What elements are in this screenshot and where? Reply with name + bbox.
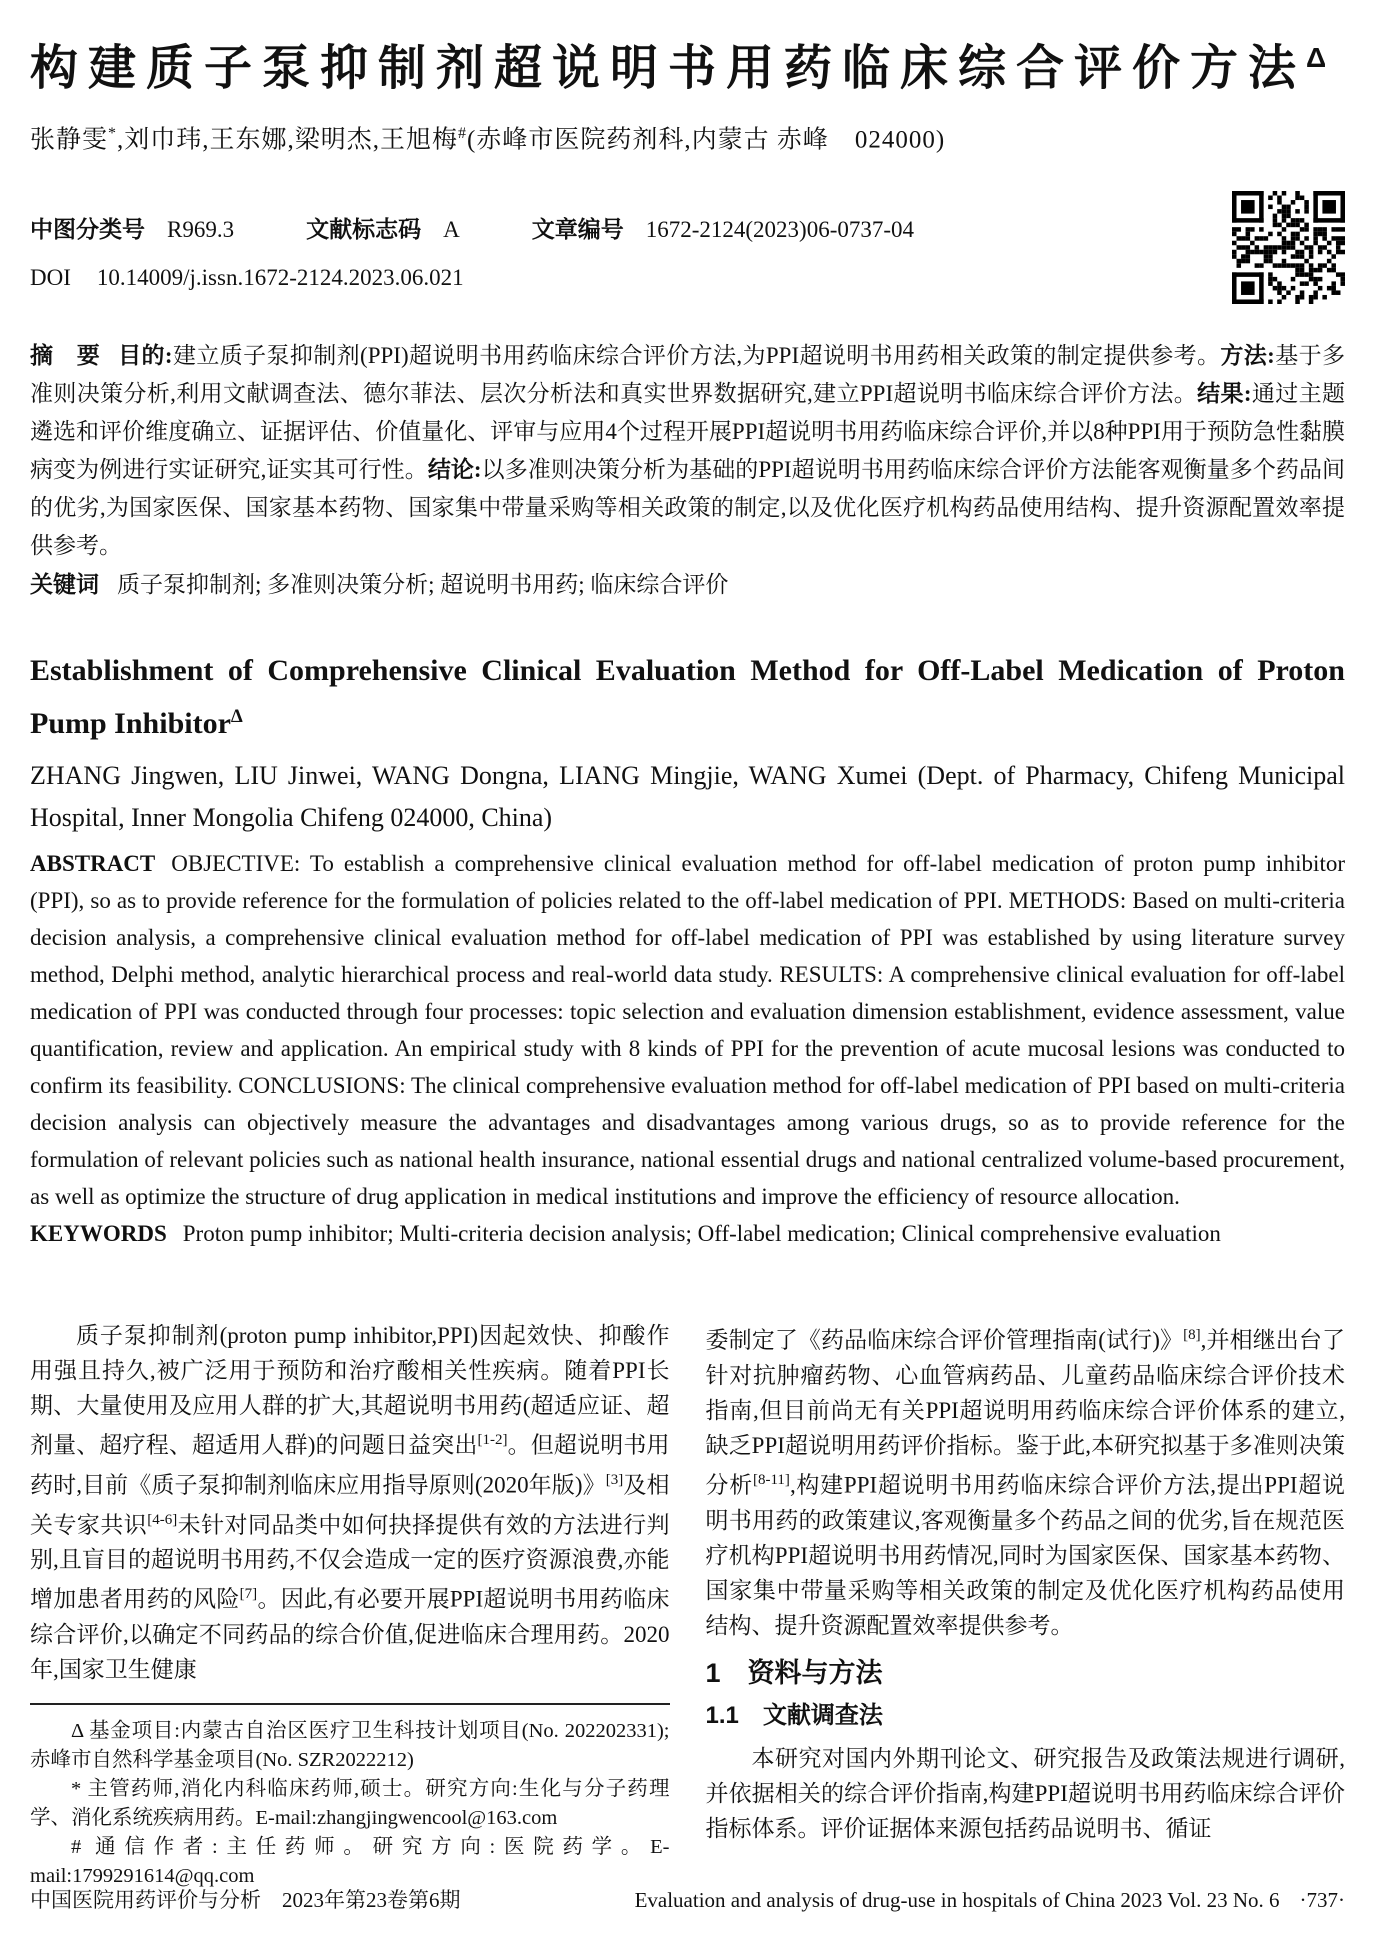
footer-journal-en: Evaluation and analysis of drug-use in hospitals of China 2023 Vol. 23 No. 6 xyxy=(634,1888,1280,1912)
page-footer xyxy=(30,1884,1345,1914)
footnote-funding: Δ 基金项目:内蒙古自治区医疗卫生科技计划项目(No. 202202331);赤峰市自然科学基金项目(No. SZR2022212) xyxy=(30,1719,670,1771)
abstract-en-body: OBJECTIVE: To establish a comprehensive clinical evaluation method for off-label medication of proton pump inhibitor (PPI), so as to provide reference for the formulation of policies related to the off-label medication of PPI. METHODS: Based on multi-criteria decision analysis, a comprehensive clinical evaluation method for off-label medication of PPI was established by using literature survey method, Delphi method, analytic hierarchical process and real-world data study. RESULTS: A comprehensive clinical evaluation for off-label medication of PPI was conducted through four processes: topic selection and evaluation dimension establishment, evidence assessment, value quantification, review and application. An empirical study with 8 kinds of PPI for the prevention of acute mucosal lesions was conducted to confirm its feasibility. CONCLUSIONS: The clinical comprehensive evaluation method for off-label medication of PPI based on multi-criteria decision analysis can objectively measure the advantages and disadvantages among various drugs, so as to provide reference for the formulation of relevant policies such as national health insurance, national essential drugs and national centralized volume-based procurement, as well as optimize the structure of drug application in medical institutions and improve the efficiency of resource allocation. xyxy=(30,851,1345,1210)
keywords-en xyxy=(30,1215,1345,1252)
intro-paragraph-continued: 委制定了《药品临床综合评价管理指南(试行)》[8],并相继出台了针对抗肿瘤药物、心血管病药品、儿童药品临床综合评价技术指南,但目前尚无有关PPI超说明用药临床综合评价体系的建立,缺乏PPI超说明用药评价指标。鉴于此,本研究拟基于多准则决策分析[8-11],构建PPI超说明书用药临床综合评价方法,提出PPI超说明书用药的政策建议,客观衡量多个药品之间的优劣,旨在规范医疗机构PPI超说明书用药情况,同时为国家医保、国家基本药物、国家集中带量采购等相关政策的制定及优化医疗机构药品使用结构、提升资源配置效率提供参考。 xyxy=(705,1327,1346,1638)
keywords-en-label: KEYWORDS xyxy=(30,1221,167,1247)
authors-line: 张静雯*,刘巾玮,王东娜,梁明杰,王旭梅#(赤峰市医院药剂科,内蒙古 赤峰 024000) xyxy=(30,125,946,154)
abstract-cn-label: 摘 要 xyxy=(30,342,101,369)
doi-value: 10.14009/j.issn.1672-2124.2023.06.021 xyxy=(96,265,464,291)
article-id-label: 文章编号 xyxy=(531,216,624,243)
clc-label: 中图分类号 xyxy=(30,216,145,243)
keywords-cn-label: 关键词 xyxy=(30,571,99,598)
page-title-en xyxy=(30,648,1345,747)
page-title-text: 构建质子泵抑制剂超说明书用药临床综合评价方法 xyxy=(30,42,1307,95)
title-en-superscript: Δ xyxy=(230,706,243,728)
footer-journal-cn: 中国医院用药评价与分析 2023年第23卷第6期 xyxy=(30,1888,461,1912)
abstract-en-label: ABSTRACT xyxy=(30,851,156,877)
keywords-cn xyxy=(30,565,1345,604)
document-code xyxy=(306,213,460,246)
keywords-en-text: Proton pump inhibitor; Multi-criteria decision analysis; Off-label medication; Clinical comprehensive evaluation xyxy=(182,1221,1221,1247)
doc-code-label: 文献标志码 xyxy=(306,216,422,243)
article-id-value: 1672-2124(2023)06-0737-04 xyxy=(645,217,915,243)
article-id xyxy=(532,213,914,246)
footnote-corresponding-author: # 通信作者:主任药师。研究方向:医院药学。E-mail:1799291614@qq.com xyxy=(30,1835,670,1887)
qr-code xyxy=(1232,191,1345,304)
clc-number xyxy=(30,213,234,246)
right-column xyxy=(706,1318,1346,1891)
section-1-1-heading: 1.1 文献调查法 xyxy=(705,1701,883,1729)
page-title xyxy=(30,26,1345,101)
authors-line-en: ZHANG Jingwen, LIU Jinwei, WANG Dongna, LIANG Mingjie, WANG Xumei (Dept. of Pharmacy, Chifeng Municipal Hospital, Inner Mongolia Chifeng 024000, China) xyxy=(30,761,1345,833)
meta-block xyxy=(30,213,1345,294)
abstract-en xyxy=(30,845,1345,1215)
body-columns xyxy=(30,1318,1345,1891)
keywords-cn-text: 质子泵抑制剂; 多准则决策分析; 超说明书用药; 临床综合评价 xyxy=(117,572,729,598)
doc-code-value: A xyxy=(443,217,460,243)
section-1-heading: 1 资料与方法 xyxy=(705,1657,883,1688)
left-column xyxy=(30,1318,670,1891)
doi-label: DOI xyxy=(30,265,71,291)
clc-value: R969.3 xyxy=(167,217,235,243)
intro-paragraph: 质子泵抑制剂(proton pump inhibitor,PPI)因起效快、抑酸作用强且持久,被广泛用于预防和治疗酸相关性疾病。随着PPI长期、大量使用及应用人群的扩大,其超说明书用药(超适应证、超剂量、超疗程、超适用人群)的问题日益突出[1-2]。但超说明书用药时,目前《质子泵抑制剂临床应用指导原则(2020年版)》[3]及相关专家共识[4-6]未针对同品类中如何抉择提供有效的方法进行判别,且盲目的超说明书用药,不仅会造成一定的医疗资源浪费,亦能增加患者用药的风险[7]。因此,有必要开展PPI超说明书用药临床综合评价,以确定不同药品的综合价值,促进临床合理用药。2020年,国家卫生健康 xyxy=(30,1323,670,1682)
footnotes-block xyxy=(30,1703,670,1891)
page-title-en-text: Establishment of Comprehensive Clinical Evaluation Method for Off-Label Medication of Proton Pump Inhibitor xyxy=(30,654,1345,741)
section-1-1-paragraph: 本研究对国内外期刊论文、研究报告及政策法规进行调研,并依据相关的综合评价指南,构建PPI超说明书用药临床综合评价指标体系。评价证据体来源包括药品说明书、循证 xyxy=(705,1745,1345,1841)
classification-row xyxy=(30,213,1195,246)
abstract-cn xyxy=(30,336,1345,565)
footnote-first-author: * 主管药师,消化内科临床药师,硕士。研究方向:生化与分子药理学、消化系统疾病用药。E-mail:zhangjingwencool@163.com xyxy=(30,1777,670,1829)
abstract-cn-body: 目的:建立质子泵抑制剂(PPI)超说明书用药临床综合评价方法,为PPI超说明书用药相关政策的制定提供参考。方法:基于多准则决策分析,利用文献调查法、德尔菲法、层次分析法和真实世界数据研究,建立PPI超说明书临床综合评价方法。结果:通过主题遴选和评价维度确立、证据评估、价值量化、评审与应用4个过程开展PPI超说明书用药临床综合评价,并以8种PPI用于预防急性黏膜病变为例进行实证研究,证实其可行性。结论:以多准则决策分析为基础的PPI超说明书用药临床综合评价方法能客观衡量多个药品间的优劣,为国家医保、国家基本药物、国家集中带量采购等相关政策的制定,以及优化医疗机构药品使用结构、提升资源配置效率提供参考。 xyxy=(30,343,1345,559)
footer-right-group xyxy=(635,1888,1345,1913)
footer-page-number: ·737· xyxy=(1299,1888,1345,1912)
title-superscript: Δ xyxy=(1306,42,1327,73)
doi-row xyxy=(30,262,1195,294)
